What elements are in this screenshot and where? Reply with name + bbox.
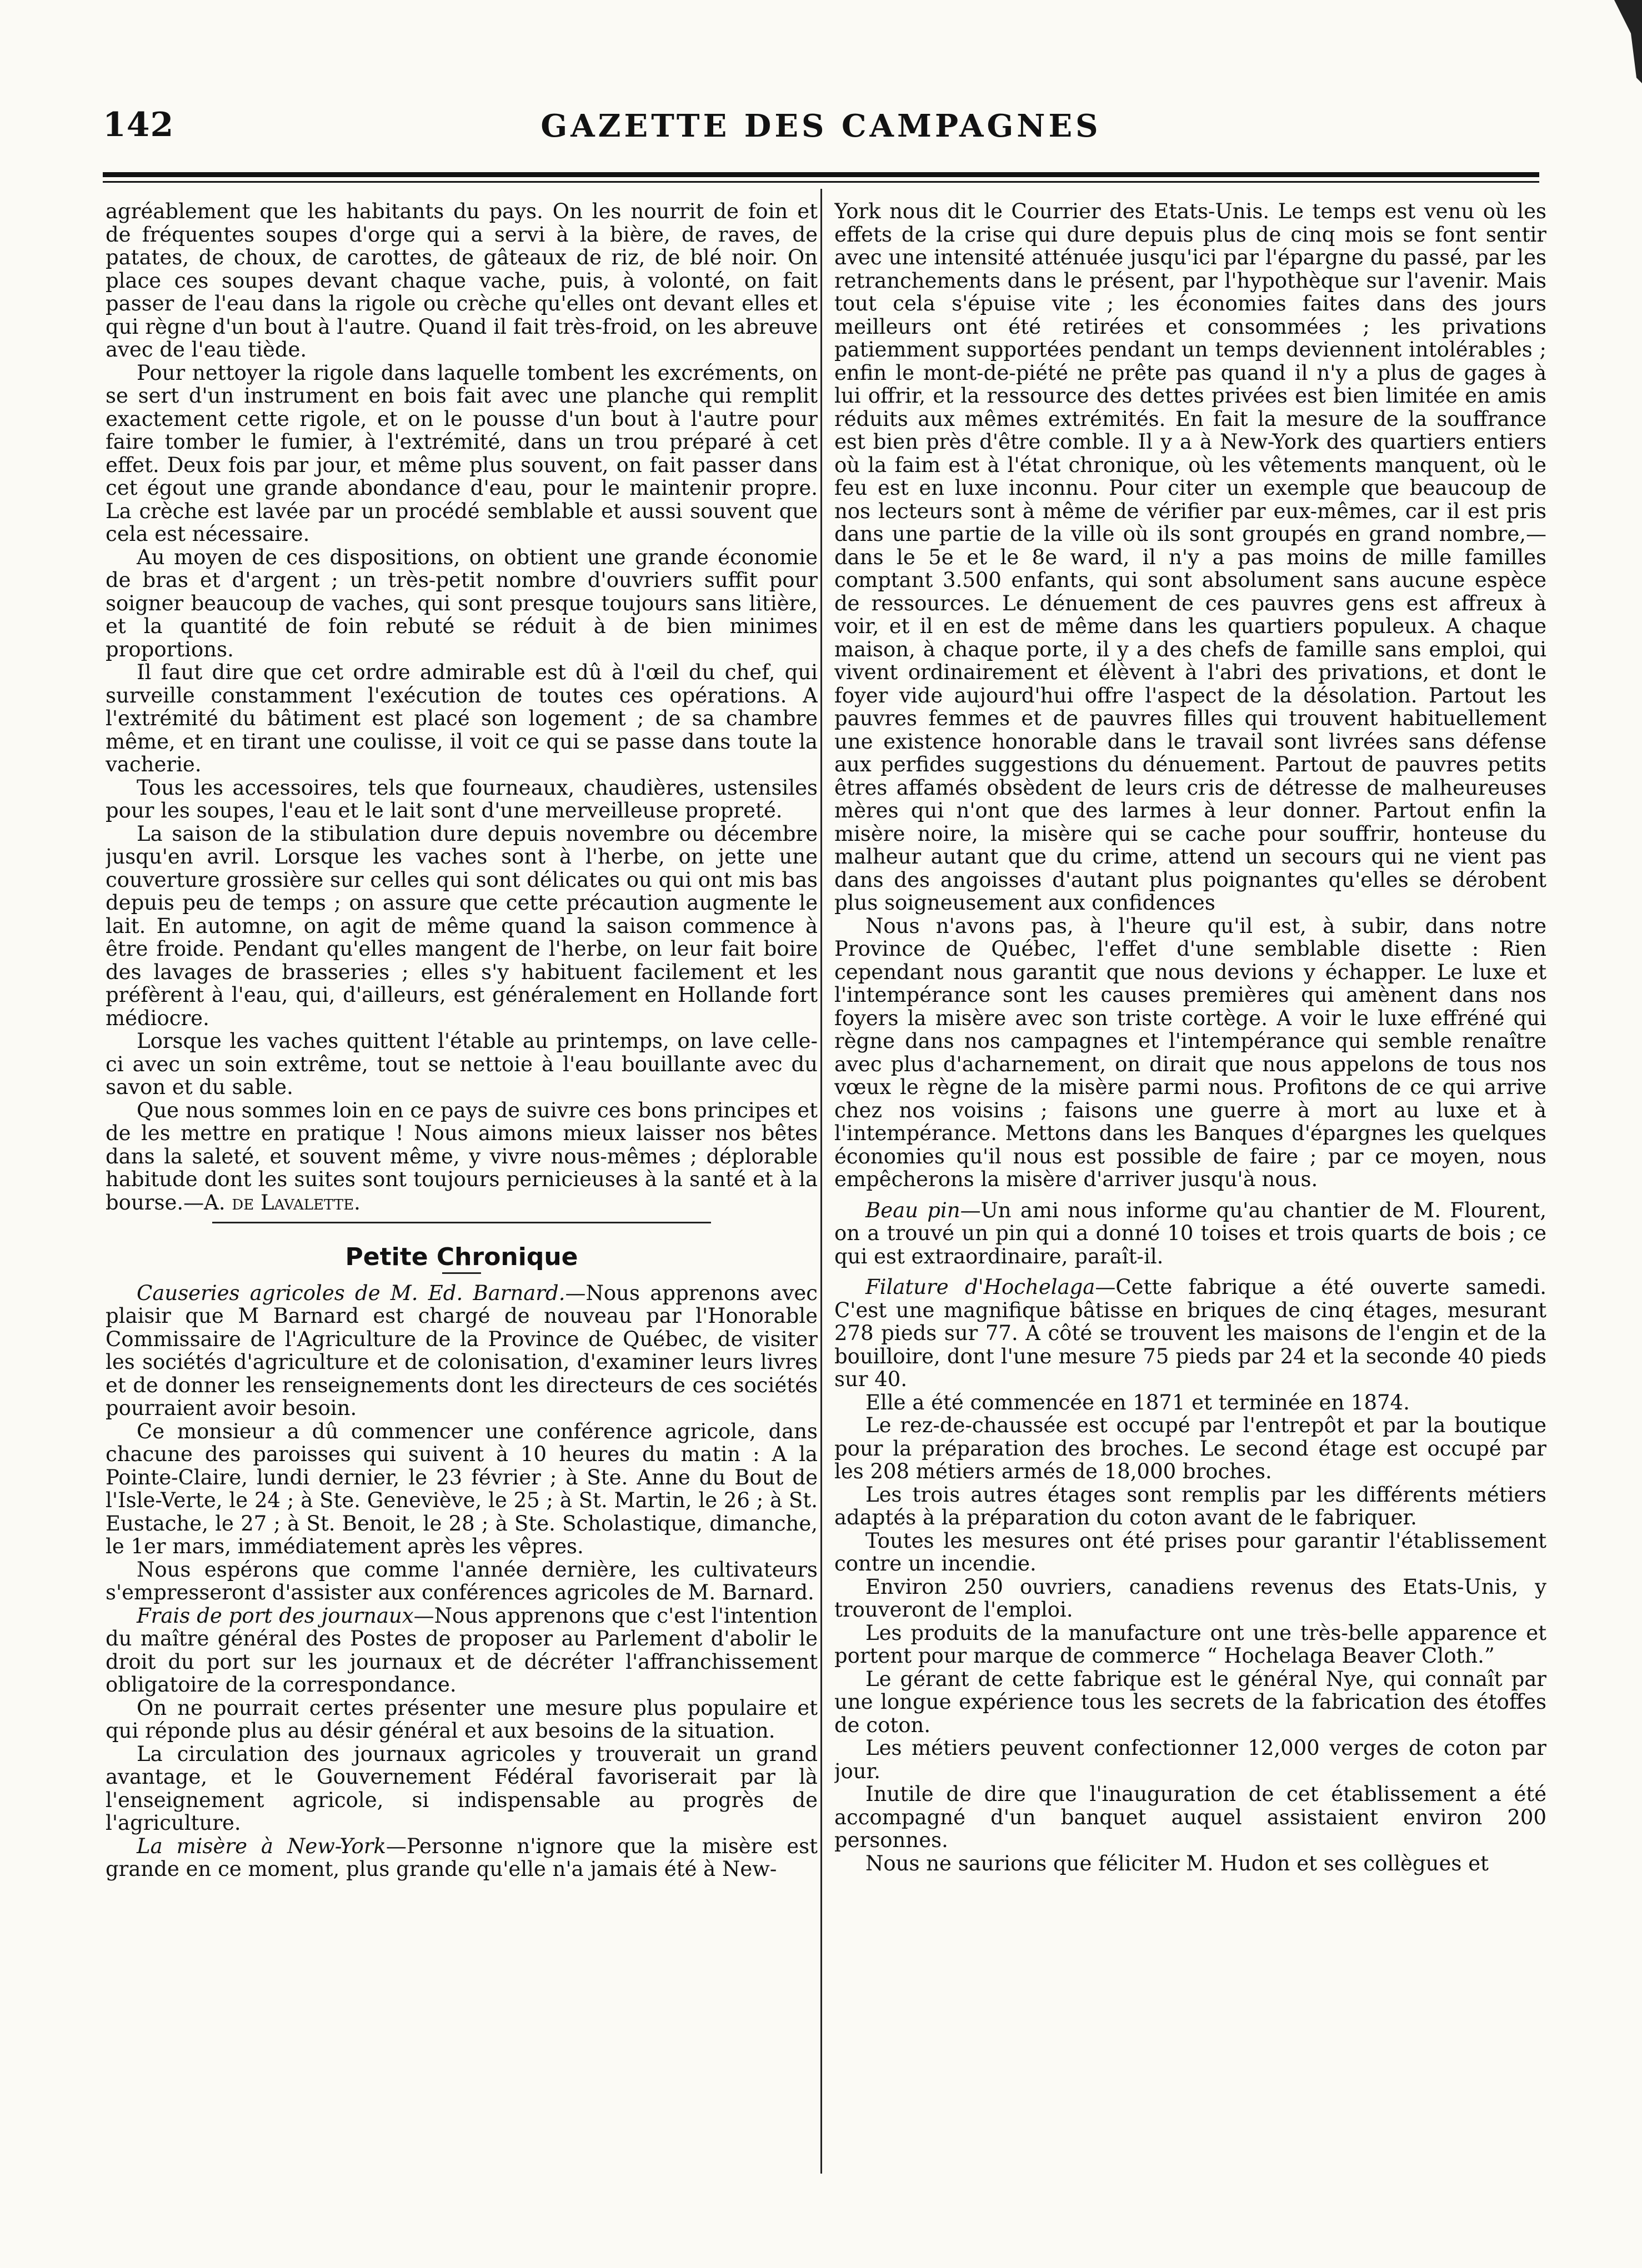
header-rule-thin (103, 181, 1539, 183)
paragraph: York nous dit le Courrier des Etats-Unis. Le temps est venu où les effets de la crise qui dure depuis plus de cinq mois se font sentir avec une intensité atténuée jusqu'ici par l'épargne du passé, par les retranchements dans le présent, par l'hypothèque sur l'avenir. Mais tout cela s'épuise vite ; les économies faites dans des jours meilleurs ont été retirées et consommées ; les privations patiemment supportées pendant un temps deviennent intolérables ; enfin le mont-de-piété ne prête pas quand il n'y a plus de gages à lui offrir, et la ressource des dettes privées est bien limitée en amis réduits aux mêmes extrémités. En fait la mesure de la souffrance est bien près d'être comble. Il y a à New-York des quartiers entiers où la faim est à l'état chronique, où les vêtements manquent, où le feu est en luxe inconnu. Pour citer un exemple que beaucoup de nos lecteurs sont à même de vérifier par eux-mêmes, car il est pris dans une partie de la ville où ils sont groupés en grand nombre,—dans le 5e et le 8e ward, il n'y a pas moins de mille familles comptant 3.500 enfants, qui sont absolument sans aucune espèce de ressources. Le dénuement de ces pauvres gens est affreux à voir, et il en est de même dans les quartiers populeux. A chaque maison, à chaque porte, il y a des chefs de famille sans emploi, qui vivent ordinairement et élèvent à l'abri des privations, et dont le foyer vide aujourd'hui offre l'aspect de la désolation. Partout les pauvres femmes et de pauvres filles qui trouvent habituellement une existence honorable dans le travail sont livrées sans défense aux perfides suggestions du dénuement. Partout de pauvres petits êtres affamés obsèdent de leurs cris de détresse de malheureuses mères qui n'ont que des larmes à leur donner. Partout enfin la misère noire, la misère qui se cache pour souffrir, honteuse du malheur autant que du crime, attend un secours qui ne vient pas dans des angoisses d'autant plus poignantes qu'elles se dérobent plus soigneusement aux confidences (834, 200, 1546, 915)
right-column (834, 200, 1546, 2188)
title-underline (442, 1272, 481, 1274)
section-divider (212, 1222, 710, 1223)
item-text: —Un ami nous informe qu'au chantier de M. Flourent, on a trouvé un pin qui a donné 10 toises et trois quarts de bois ; ce qui est extraordinaire, paraît-il. (834, 1198, 1546, 1268)
item-text: Les produits de la manufacture ont une très-belle apparence et portent pour marque de commerce “ Hochelaga Beaver Cloth.” (834, 1620, 1546, 1668)
paragraph: agréablement que les habitants du pays. On les nourrit de foin et de fréquentes soupes d'orge qui a servi à la bière, de raves, de patates, de choux, de carottes, de gâteaux de riz, de blé noir. On place ces soupes devant chaque vache, puis, à volonté, on fait passer de l'eau dans la rigole ou crèche qu'elles ont devant elles et qui règne d'un bout à l'autre. Quand il fait très-froid, on les abreuve avec de l'eau tiède. (106, 200, 818, 362)
paragraph-with-signature (106, 1099, 818, 1215)
news-item (106, 1420, 818, 1558)
header-rule-thick (103, 172, 1539, 177)
item-text: —Personne n'ignore que la misère est grande en ce moment, plus grande qu'elle n'a jamais été à New- (106, 1834, 818, 1881)
news-item (834, 1276, 1546, 1391)
item-text: Inutile de dire que l'inauguration de cet établissement a été accompagné d'un banquet auquel assistaient environ 200 personnes. (834, 1782, 1546, 1852)
binding-edge-mark (1603, 0, 1642, 83)
item-heading: Frais de port des journaux (137, 1603, 414, 1628)
paragraph-text: Que nous sommes loin en ce pays de suivre ces bons principes et de les mettre en pratique ! Nous aimons mieux laisser nos bêtes dans la saleté, et souvent même, y vivre nous-mêmes ; déplorable habitude dont les suites sont toujours pernicieuses à la santé et à la bourse. (106, 1098, 818, 1215)
news-item (834, 1199, 1546, 1268)
news-item (106, 1604, 818, 1697)
item-text: Le rez-de-chaussée est occupé par l'entrepôt et par la boutique pour la préparation des broches. Le second étage est occupé par les 208 métiers armés de 18,000 broches. (834, 1413, 1546, 1483)
item-text: —Nous apprenons que c'est l'intention du maître général des Postes de proposer au Parlement d'abolir le droit du port sur les journaux et de décréter l'affranchissement obligatoire de la correspondance. (106, 1603, 818, 1697)
paragraph: Il faut dire que cet ordre admirable est dû à l'œil du chef, qui surveille constamment l'exécution de toutes ces opérations. A l'extrémité du bâtiment est placé son logement ; de sa chambre même, et en tirant une coulisse, il voit ce qui se passe dans toute la vacherie. (106, 660, 818, 776)
paragraph: Lorsque les vaches quittent l'étable au printemps, on lave celle-ci avec un soin extrême, tout se nettoie à l'eau bouillante avec du savon et du sable. (106, 1029, 818, 1099)
news-item (106, 1697, 818, 1743)
paragraph: Au moyen de ces dispositions, on obtient une grande économie de bras et d'argent ; un très-petit nombre d'ouvriers suffit pour soigner beaucoup de vaches, qui sont presque toujours sans litière, et la quantité de foin rebuté se réduit à de bien minimes proportions. (106, 545, 818, 661)
item-heading: Causeries agricoles de M. Ed. Barnard. (137, 1281, 565, 1305)
item-text: —Cette fabrique a été ouverte samedi. C'est une magnifique bâtisse en briques de cinq étages, mesurant 278 pieds sur 77. A côté se trouvent les maisons de l'engin et de la bouilloire, dont l'une mesure 75 pieds par 24 et la seconde 40 pieds sur 40. (834, 1275, 1546, 1391)
paragraph: Pour nettoyer la rigole dans laquelle tombent les excréments, on se sert d'un instrument en bois fait avec une planche qui remplit exactement cette rigole, et on le pousse d'un bout à l'autre pour faire tomber le fumier, à l'extrémité, dans un trou préparé à cet effet. Deux fois par jour, et même plus souvent, on fait passer dans cet égout une grande abondance d'eau, pour le maintenir propre. La crèche est lavée par un procédé semblable et aussi souvent que cela est nécessaire. (106, 360, 818, 546)
news-item (106, 1558, 818, 1604)
item-heading: Beau pin (865, 1198, 960, 1222)
item-text: Nous espérons que comme l'année dernière, les cultivateurs s'empresseront d'assister aux conférences agricoles de M. Barnard. (106, 1557, 818, 1604)
item-text: Toutes les mesures ont été prises pour garantir l'établissement contre un incendie. (834, 1528, 1546, 1575)
news-item (106, 1835, 818, 1881)
column-divider (820, 189, 822, 2174)
paragraph: La saison de la stibulation dure depuis novembre ou décembre jusqu'en avril. Lorsque les vaches sont à l'herbe, on jette une couverture grossière sur celles qui sont délicates ou qui ont mis bas depuis peu de temps ; on assure que cette précaution augmente le lait. En automne, on agit de même quand la saison commence à être froide. Pendant qu'elles mangent de l'herbe, on leur fait boire des lavages de brasseries ; elles s'y habituent facilement et les préfèrent à l'eau, qui, d'ailleurs, est généralement en Hollande fort médiocre. (106, 821, 818, 1030)
news-item (834, 1783, 1546, 1852)
page-header (103, 106, 1539, 155)
item-text: Les trois autres étages sont remplis par les différents métiers adaptés à la préparation du coton avant de le fabriquer. (834, 1482, 1546, 1529)
item-text: Environ 250 ouvriers, canadiens revenus des Etats-Unis, y trouveront de l'emploi. (834, 1574, 1546, 1622)
item-text: Nous ne saurions que féliciter M. Hudon et ses collègues et (865, 1851, 1489, 1875)
news-item (834, 1622, 1546, 1668)
news-item (106, 1282, 818, 1420)
paragraph: Tous les accessoires, tels que fourneaux, chaudières, ustensiles pour les soupes, l'eau et le lait sont d'une merveilleuse propreté. (106, 775, 818, 822)
item-text: La circulation des journaux agricoles y trouverait un grand avantage, et le Gouvernement Fédéral favoriserait par là l'enseignement agricole, si indispensable au progrès de l'agriculture. (106, 1742, 818, 1835)
item-heading: Filature d'Hochelaga (865, 1275, 1095, 1299)
page-number: 142 (103, 106, 174, 144)
paragraph: Nous n'avons pas, à l'heure qu'il est, à subir, dans notre Province de Québec, l'effet d'une semblable disette : Rien cependant nous garantit que nous devions y échapper. Le luxe et l'intempérance sont les causes premières qui amènent dans nos foyers la misère avec son triste cortège. A voir le luxe effréné qui règne dans nos campagnes et l'intempérance qui semble renaître avec plus d'acharnement, on dirait que nous appelons de tous nos vœux le règne de la misère parmi nous. Profitons de ce qui arrive chez nos voisins ; faisons une guerre à mort au luxe et à l'intempérance. Mettons dans les Banques d'épargnes les quelques économies qu'il nous est possible de faire ; par ce moyen, nous empêcherons la misère d'arriver jusqu'à nous. (834, 914, 1546, 1191)
news-item (834, 1668, 1546, 1737)
news-item (834, 1391, 1546, 1414)
item-text: Le gérant de cette fabrique est le général Nye, qui connaît par une longue expérience tous les secrets de la fabrication des étoffes de coton. (834, 1667, 1546, 1737)
news-item (834, 1529, 1546, 1575)
item-heading: La misère à New-York (137, 1834, 386, 1858)
section-title: Petite Chronique (345, 1243, 578, 1271)
item-text: Les métiers peuvent confectionner 12,000 verges de coton par jour. (834, 1736, 1546, 1783)
news-item (834, 1737, 1546, 1783)
left-column (106, 200, 818, 2188)
item-text: Elle a été commencée en 1871 et terminée en 1874. (865, 1390, 1410, 1414)
news-item (106, 1743, 818, 1835)
news-item (834, 1852, 1546, 1875)
author-signature: —A. de Lavalette. (183, 1190, 361, 1215)
item-text: —Nous apprenons avec plaisir que M Barnard est chargé de nouveau par l'Honorable Commissaire de l'Agriculture de la Province de Québec, de visiter les sociétés d'agriculture et de colonisation, d'examiner leurs livres et de donner les renseignements dont les directeurs de ces sociétés pourraient avoir besoin. (106, 1281, 818, 1420)
news-item (834, 1483, 1546, 1529)
news-item (834, 1575, 1546, 1622)
running-head: GAZETTE DES CAMPAGNES (540, 108, 1102, 144)
news-item (834, 1414, 1546, 1483)
item-text: Ce monsieur a dû commencer une conférence agricole, dans chacune des paroisses qui suivent à 10 heures du matin : A la Pointe-Claire, lundi dernier, le 23 février ; à Ste. Anne du Bout de l'Isle-Verte, le 24 ; à Ste. Geneviève, le 25 ; à St. Martin, le 26 ; à St. Eustache, le 27 ; à St. Benoit, le 28 ; à Ste. Scholastique, dimanche, le 1er mars, immédiatement après les vêpres. (106, 1419, 818, 1558)
item-text: On ne pourrait certes présenter une mesure plus populaire et qui réponde plus au désir général et aux besoins de la situation. (106, 1695, 818, 1743)
